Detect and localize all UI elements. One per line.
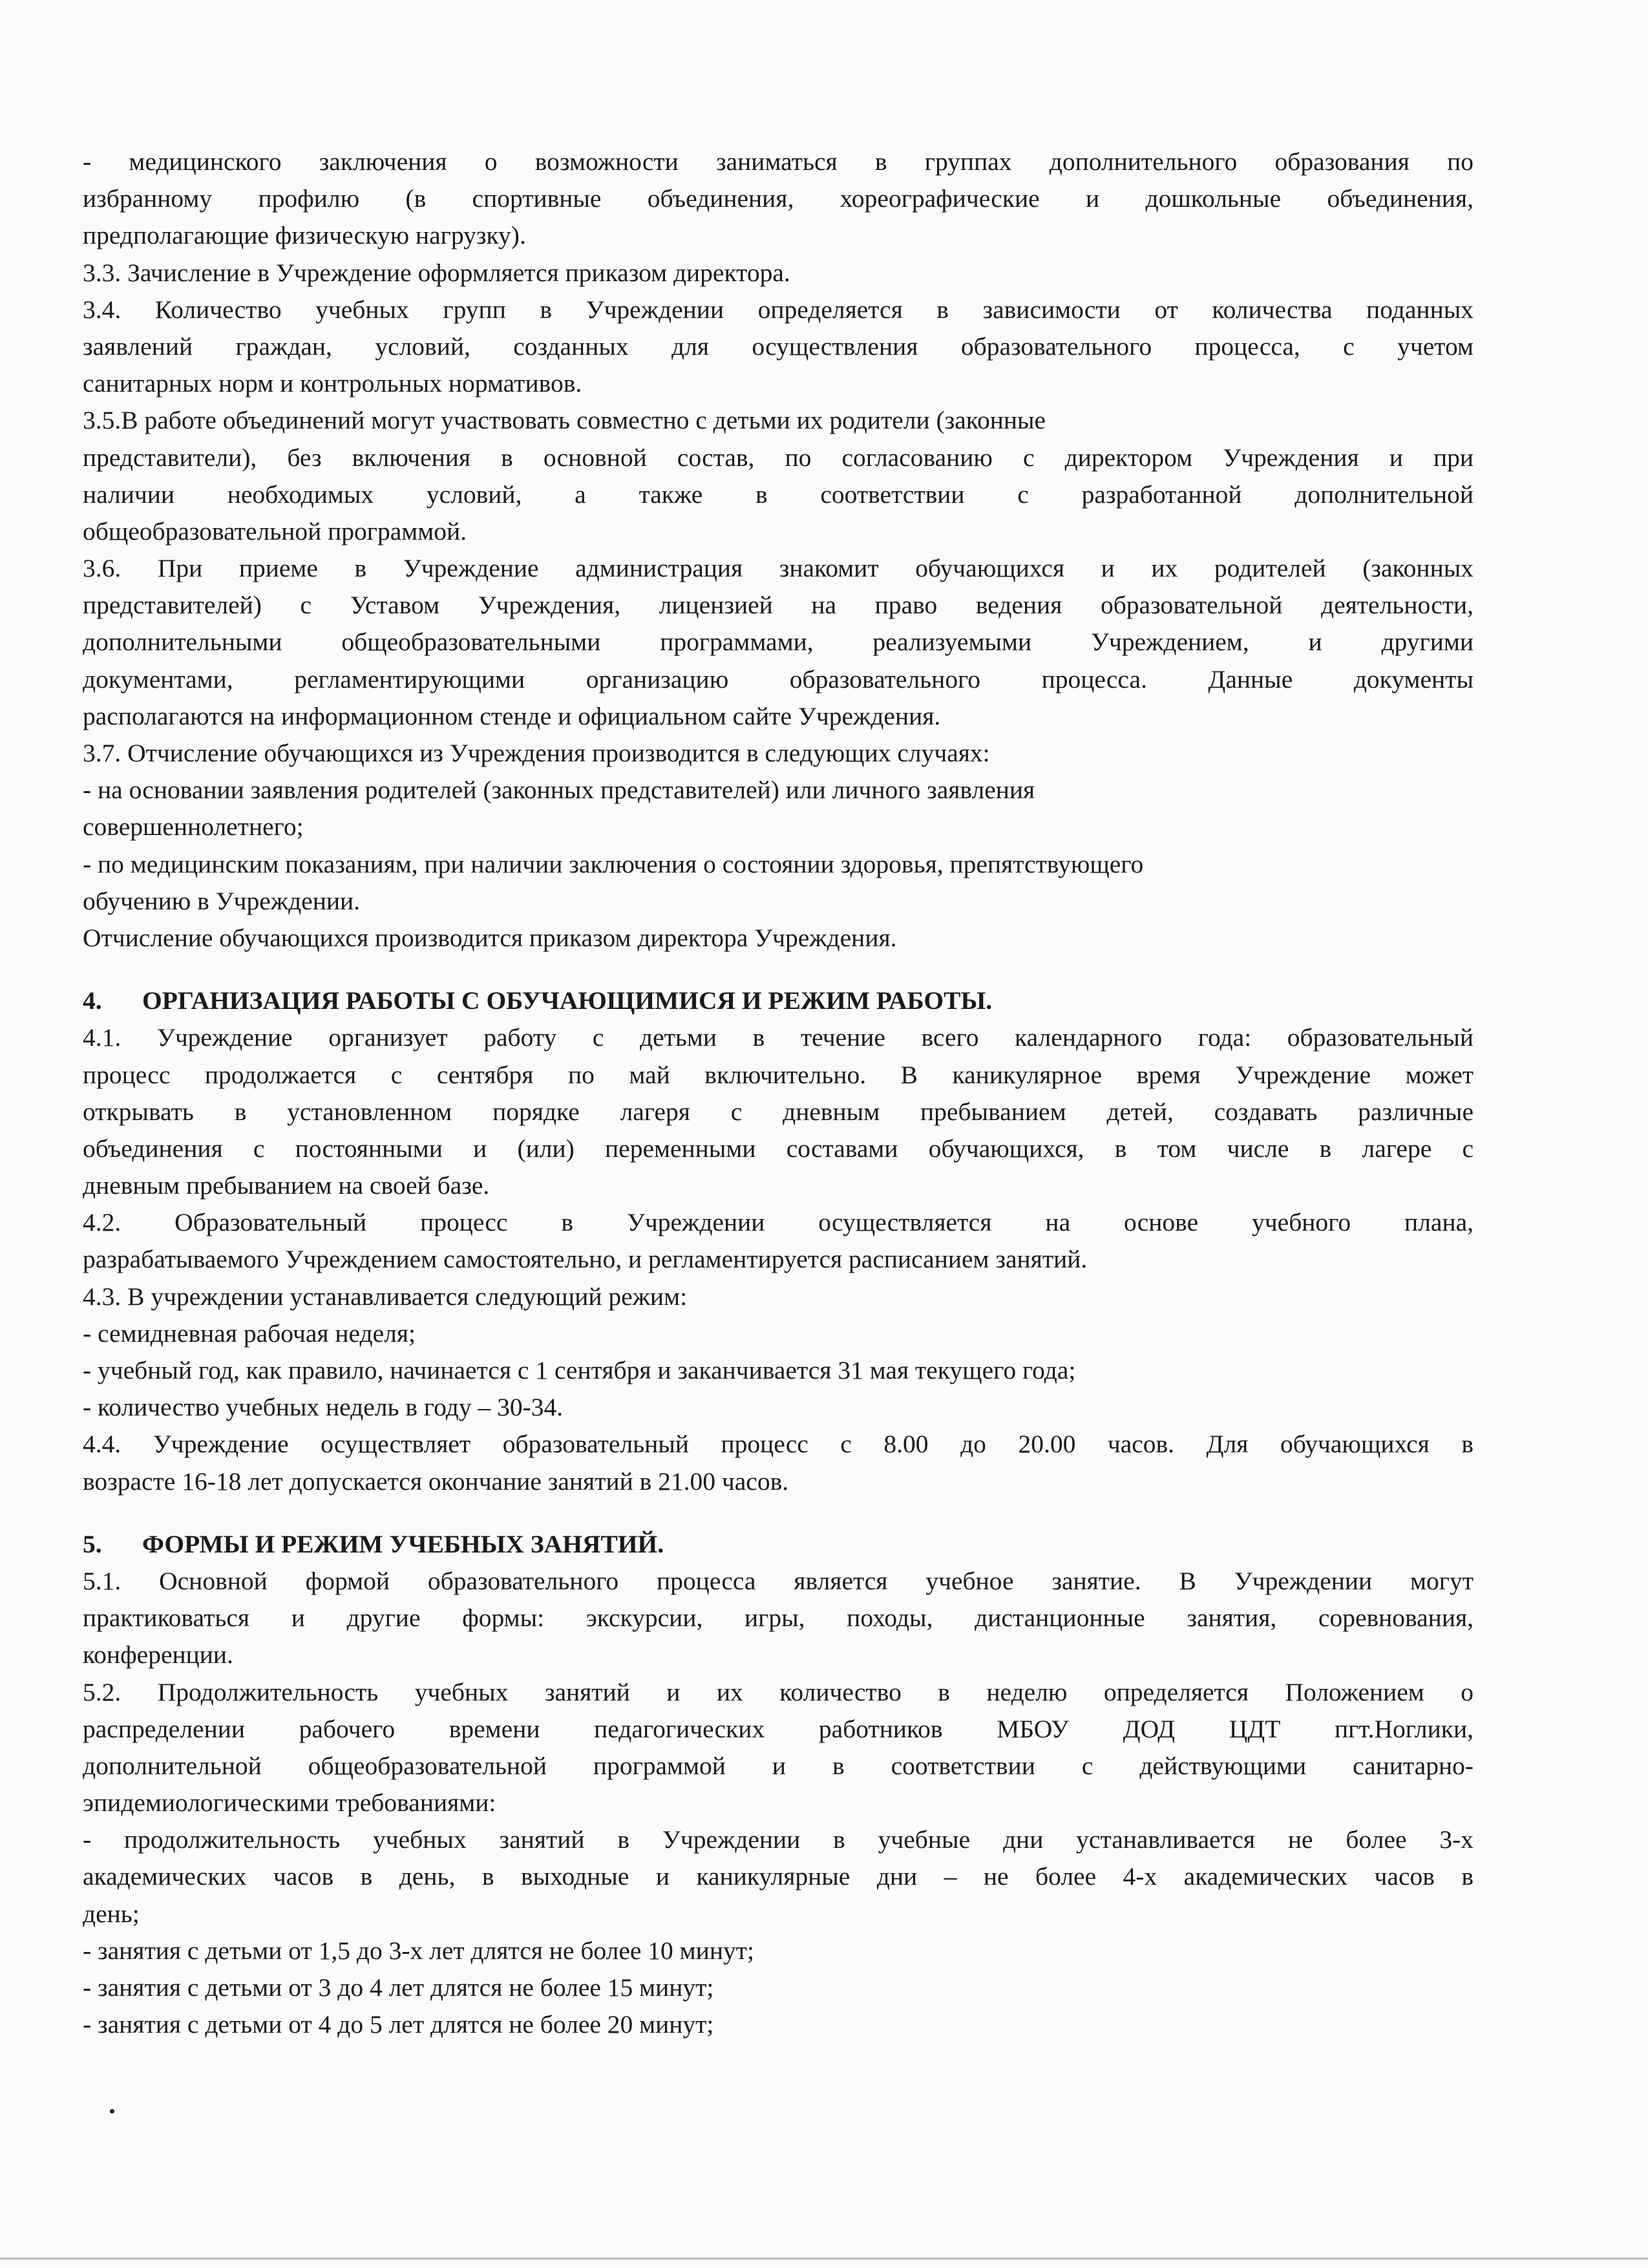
clause-5-2-line-1: 5.2. Продолжительность учебных занятий и их количество в неделю определяется Положением о bbox=[83, 1677, 1474, 1706]
clause-3-6-line-1: 3.6. При приеме в Учреждение администрация знакомит обучающихся и их родителей (законных bbox=[83, 554, 1474, 583]
section-spacer bbox=[83, 1500, 1474, 1526]
clause-3-7-line-1: 3.7. Отчисление обучающихся из Учреждения производится в следующих случаях: bbox=[83, 739, 990, 767]
intro-line-2: избранному профилю (в спортивные объединения, хореографические и дошкольные объединения, bbox=[83, 184, 1474, 213]
clause-5-1-line-2: практиковаться и другие формы: экскурсии, игры, походы, дистанционные занятия, соревнования, bbox=[83, 1604, 1474, 1633]
clause-3-5-line-2: представители), без включения в основной состав, по согласованию с директором Учреждения и при bbox=[83, 443, 1474, 472]
section-5-heading bbox=[83, 1526, 1474, 1563]
section-5-number: 5. bbox=[83, 1529, 102, 1558]
clause-5-2-line-8: - занятия с детьми от 1,5 до 3-х лет длятся не более 10 минут; bbox=[83, 1936, 754, 1965]
clause-5-2-line-9: - занятия с детьми от 3 до 4 лет длятся не более 15 минут; bbox=[83, 1973, 714, 2002]
clause-3-6-line-4: документами, регламентирующими организацию образовательного процесса. Данные документы bbox=[83, 664, 1474, 694]
clause-4-4-line-2: возрасте 16-18 лет допускается окончание занятий в 21.00 часов. bbox=[83, 1467, 789, 1496]
section-4-heading bbox=[83, 982, 1474, 1019]
clause-4-3-line-4: - количество учебных недель в году – 30-34. bbox=[83, 1393, 564, 1422]
section-5-title: ФОРМЫ И РЕЖИМ УЧЕБНЫХ ЗАНЯТИЙ. bbox=[142, 1529, 664, 1558]
clause-5-1-line-1: 5.1. Основной формой образовательного процесса является учебное занятие. В Учреждении могут bbox=[83, 1566, 1474, 1595]
section-spacer bbox=[83, 957, 1474, 982]
clause-4-1-line-1: 4.1. Учреждение организует работу с детьми в течение всего календарного года: образовательный bbox=[83, 1023, 1474, 1052]
clause-3-3: 3.3. Зачисление в Учреждение оформляется приказом директора. bbox=[83, 258, 790, 287]
clause-3-4-line-3: санитарных норм и контрольных нормативов. bbox=[83, 369, 582, 398]
clause-4-3-line-2: - семидневная рабочая неделя; bbox=[83, 1319, 416, 1348]
clause-3-5-line-1: 3.5.В работе объединений могут участвовать совместно с детьми их родители (законные bbox=[83, 406, 1046, 435]
clause-3-7-line-5: обучению в Учреждении. bbox=[83, 886, 361, 915]
clause-3-6-line-2: представителей) с Уставом Учреждения, лицензией на право ведения образовательной деятельности, bbox=[83, 591, 1474, 620]
section-4-number: 4. bbox=[83, 986, 102, 1015]
clause-5-2-line-2: распределении рабочего времени педагогических работников МБОУ ДОД ЦДТ пгт.Ноглики, bbox=[83, 1714, 1474, 1743]
clause-3-7-line-3: совершеннолетнего; bbox=[83, 812, 304, 842]
clause-5-2-line-10: - занятия с детьми от 4 до 5 лет длятся не более 20 минут; bbox=[83, 2010, 714, 2039]
clause-4-1-line-5: дневным пребыванием на своей базе. bbox=[83, 1171, 490, 1200]
clause-5-2-line-3: дополнительной общеобразовательной программой и в соответствии с действующими санитарно- bbox=[83, 1751, 1474, 1780]
clause-3-6-line-5: располагаются на информационном стенде и официальном сайте Учреждения. bbox=[83, 701, 941, 730]
clause-4-1-line-4: объединения с постоянными и (или) переменными составами обучающихся, в том числе в лагере с bbox=[83, 1134, 1474, 1163]
clause-4-1-line-3: открывать в установленном порядке лагеря с дневным пребыванием детей, создавать различные bbox=[83, 1097, 1474, 1126]
clause-5-2-line-5: - продолжительность учебных занятий в Учреждении в учебные дни устанавливается не более 3-х bbox=[83, 1825, 1474, 1854]
clause-4-4-line-1: 4.4. Учреждение осуществляет образовательный процесс с 8.00 до 20.00 часов. Для обучающихся в bbox=[83, 1430, 1474, 1459]
clause-3-6-line-3: дополнительными общеобразовательными программами, реализуемыми Учреждением, и другими bbox=[83, 628, 1474, 657]
scan-speck bbox=[110, 2109, 114, 2114]
clause-4-2-line-2: разрабатываемого Учреждением самостоятельно, и регламентируется расписанием занятий. bbox=[83, 1245, 1088, 1274]
clause-5-1-line-3: конференции. bbox=[83, 1640, 233, 1669]
clause-3-5-line-3: наличии необходимых условий, а также в соответствии с разработанной дополнительной bbox=[83, 480, 1474, 509]
intro-line-3: предполагающие физическую нагрузку). bbox=[83, 221, 526, 250]
scan-edge-line bbox=[0, 2258, 1648, 2260]
clause-3-5-line-4: общеобразовательной программой. bbox=[83, 516, 467, 546]
clause-5-2-line-4: эпидемиологическими требованиями: bbox=[83, 1788, 496, 1818]
clause-4-3-line-1: 4.3. В учреждении устанавливается следующий режим: bbox=[83, 1282, 688, 1311]
clause-3-4-line-2: заявлений граждан, условий, созданных для осуществления образовательного процесса, с учетом bbox=[83, 332, 1474, 361]
section-4-title: ОРГАНИЗАЦИЯ РАБОТЫ С ОБУЧАЮЩИМИСЯ И РЕЖИМ РАБОТЫ. bbox=[142, 986, 993, 1015]
clause-3-7-line-4: - по медицинским показаниям, при наличии заключения о состоянии здоровья, препятствующего bbox=[83, 849, 1144, 878]
intro-line-1: - медицинского заключения о возможности заниматься в группах дополнительного образования по bbox=[83, 147, 1474, 176]
clause-5-2-line-6: академических часов в день, в выходные и каникулярные дни – не более 4-х академических часов в bbox=[83, 1862, 1474, 1891]
clause-4-1-line-2: процесс продолжается с сентября по май включительно. В каникулярное время Учреждение может bbox=[83, 1060, 1474, 1089]
clause-3-7-line-6: Отчисление обучающихся производится приказом директора Учреждения. bbox=[83, 923, 897, 952]
clause-4-3-line-3: - учебный год, как правило, начинается с 1 сентября и заканчивается 31 мая текущего года; bbox=[83, 1356, 1076, 1384]
clause-4-2-line-1: 4.2. Образовательный процесс в Учреждении осуществляется на основе учебного плана, bbox=[83, 1208, 1474, 1237]
document-page bbox=[83, 143, 1474, 2043]
clause-5-2-line-7: день; bbox=[83, 1899, 140, 1928]
clause-3-4-line-1: 3.4. Количество учебных групп в Учреждении определяется в зависимости от количества поданных bbox=[83, 295, 1474, 324]
clause-3-7-line-2: - на основании заявления родителей (законных представителей) или личного заявления bbox=[83, 776, 1035, 805]
